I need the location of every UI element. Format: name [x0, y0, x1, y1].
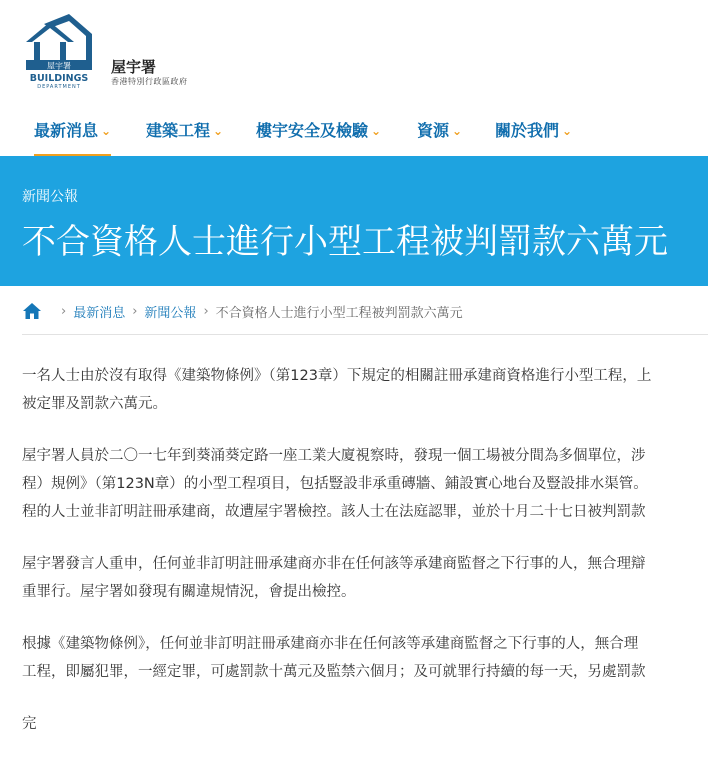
nav-item-building-works[interactable] — [146, 108, 223, 154]
nav-item-latest-news[interactable] — [34, 108, 111, 158]
site-header — [0, 0, 708, 100]
chevron-down-icon: ⌄ — [452, 124, 463, 138]
chevron-right-icon: › — [132, 303, 138, 319]
article-body — [22, 362, 708, 762]
article-paragraph — [22, 362, 708, 418]
nav-item-label: 最新消息 — [34, 121, 99, 140]
home-icon[interactable] — [22, 302, 42, 320]
article-paragraph — [22, 550, 708, 606]
nav-item-building-safety[interactable] — [256, 108, 381, 154]
chevron-down-icon: ⌄ — [213, 124, 224, 138]
logo-en-text: BUILDINGS — [29, 73, 89, 84]
paragraph-line: 程的人士並非訂明註冊承建商，故遭屋宇署檢控。該人士在法庭認罪，並於十月二十七日被判罰款 — [22, 504, 646, 520]
logo-badge-text: 屋宇署 — [47, 61, 71, 71]
breadcrumb — [22, 300, 463, 322]
nav-item-label: 樓宇安全及檢驗 — [256, 121, 369, 140]
paragraph-line: 屋宇署發言人重申，任何並非訂明註冊承建商亦非在任何該等承建商監督之下行事的人，無合理辯 — [22, 556, 646, 572]
paragraph-line: 一名人士由於沒有取得《建築物條例》（第123章）下規定的相關註冊承建商資格進行小型工程，上 — [22, 368, 652, 384]
chevron-right-icon: › — [61, 303, 67, 319]
banner-category: 新聞公報 — [22, 189, 78, 205]
nav-item-label: 建築工程 — [146, 121, 211, 140]
breadcrumb-link-press-releases[interactable]: 新聞公報 — [144, 305, 197, 321]
page-title: 不合資格人士進行小型工程被判罰款六萬元 — [22, 222, 668, 262]
article-end-mark: 完 — [22, 716, 37, 732]
org-subtitle: 香港特別行政區政府 — [111, 77, 188, 86]
breadcrumb-divider — [22, 334, 708, 335]
logo-en-sub-text: DEPARTMENT — [37, 84, 81, 90]
article-paragraph — [22, 630, 708, 686]
chevron-down-icon: ⌄ — [562, 124, 573, 138]
paragraph-line: 根據《建築物條例》，任何並非訂明註冊承建商亦非在任何該等承建商監督之下行事的人，無合理 — [22, 636, 639, 652]
buildings-department-logo[interactable] — [24, 12, 94, 90]
chevron-down-icon: ⌄ — [101, 124, 112, 138]
paragraph-line: 重罪行。屋宇署如發現有關違規情況，會提出檢控。 — [22, 584, 356, 600]
paragraph-line: 屋宇署人員於二〇一七年到葵涌葵定路一座工業大廈視察時，發現一個工場被分間為多個單位，涉 — [22, 448, 646, 464]
chevron-down-icon: ⌄ — [371, 124, 382, 138]
paragraph-line: 程）規例》（第123N章）的小型工程項目，包括豎設非承重磚牆、鋪設實心地台及豎設排水渠管。 — [22, 476, 648, 492]
chevron-right-icon: › — [203, 303, 209, 319]
paragraph-line: 工程，即屬犯罪，一經定罪，可處罰款十萬元及監禁六個月；及可就罪行持續的每一天，另處罰款 — [22, 664, 646, 680]
main-navigation — [0, 108, 708, 156]
nav-item-label: 資源 — [417, 121, 450, 140]
org-name: 屋宇署 — [111, 58, 157, 76]
article-paragraph — [22, 442, 708, 526]
page-banner — [0, 156, 708, 286]
breadcrumb-link-latest-news[interactable]: 最新消息 — [73, 305, 126, 321]
paragraph-line: 被定罪及罰款六萬元。 — [22, 396, 167, 412]
nav-item-resources[interactable] — [417, 108, 462, 154]
nav-item-label: 關於我們 — [495, 121, 560, 140]
nav-item-about-us[interactable] — [495, 108, 572, 154]
breadcrumb-current: 不合資格人士進行小型工程被判罰款六萬元 — [215, 305, 463, 321]
